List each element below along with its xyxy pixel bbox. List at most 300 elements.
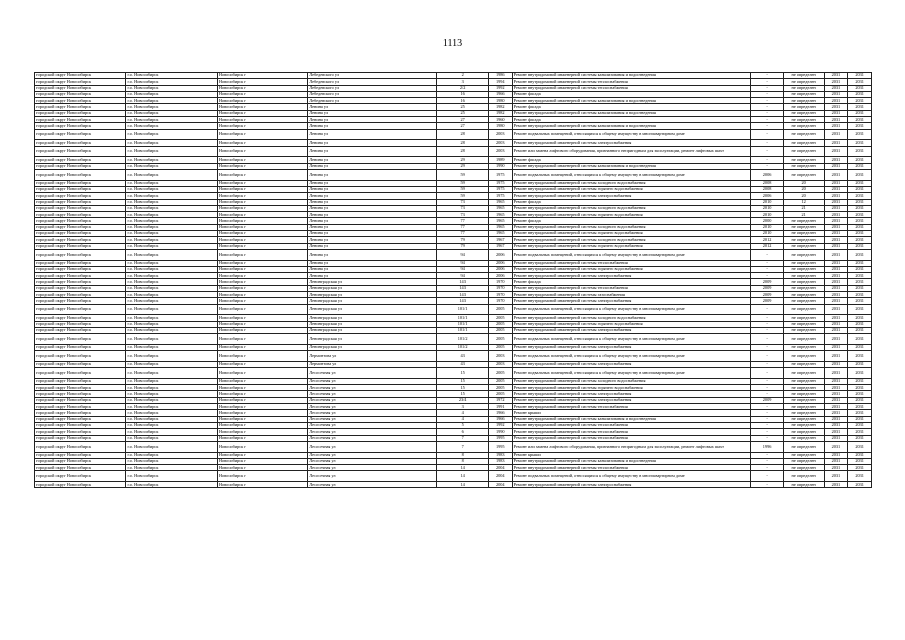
table-cell-city-district: г.о. Новосибирск bbox=[126, 123, 217, 129]
table-cell-street: Лесосечная ул bbox=[308, 471, 437, 482]
table-cell-planned-period: не определен bbox=[783, 292, 824, 298]
table-cell-locality: Новосибирск г bbox=[217, 321, 307, 327]
table-cell-planned-period: не определен bbox=[783, 279, 824, 285]
table-cell-work: Ремонт фасада bbox=[512, 199, 751, 205]
table-cell-planned-period: 20 bbox=[783, 180, 824, 186]
table-cell-planned-period: не определен bbox=[783, 361, 824, 367]
table-cell-work: Ремонт внутридомовой инженерной системы холодного водоснабжения bbox=[512, 180, 751, 186]
table-cell-work: Ремонт внутридомовой инженерной системы канализования и водоотведения bbox=[512, 163, 751, 169]
table-cell-end: 2031 bbox=[848, 410, 872, 416]
table-cell-city-district: г.о. Новосибирск bbox=[126, 98, 217, 104]
table-cell-prev-year: - bbox=[751, 91, 783, 97]
table-cell-planned-period: не определен bbox=[783, 117, 824, 123]
table-cell-end: 2031 bbox=[848, 429, 872, 435]
table-cell-planned-period: не определен bbox=[783, 266, 824, 272]
table-cell-planned-period: не определен bbox=[783, 441, 824, 452]
table-cell-locality: Новосибирск г bbox=[217, 279, 307, 285]
table-cell-work: Ремонт внутридомовой инженерной системы теплоснабжения bbox=[512, 465, 751, 471]
table-cell-start: 2031 bbox=[824, 237, 848, 243]
table-cell-house: 25 bbox=[437, 104, 489, 110]
table-cell-house: 79 bbox=[437, 237, 489, 243]
table-cell-work: Ремонт внутридомовой инженерной системы холодного водоснабжения bbox=[512, 315, 751, 321]
table-cell-city-district: г.о. Новосибирск bbox=[126, 104, 217, 110]
table-cell-end: 2031 bbox=[848, 91, 872, 97]
table-cell-street: Ленинградская ул bbox=[308, 285, 437, 291]
table-cell-street: Лесосечная ул bbox=[308, 452, 437, 458]
table-cell-prev-year: 2009 bbox=[751, 285, 783, 291]
table-cell-city-district: г.о. Новосибирск bbox=[126, 285, 217, 291]
table-cell-city-district: г.о. Новосибирск bbox=[126, 334, 217, 345]
table-cell-year: 1975 bbox=[488, 169, 512, 180]
table-cell-end: 2031 bbox=[848, 243, 872, 249]
table-cell-year: 1982 bbox=[488, 110, 512, 116]
table-cell-planned-period: не определен bbox=[783, 465, 824, 471]
table-cell-city-district: г.о. Новосибирск bbox=[126, 224, 217, 230]
table-cell-district: городской округ Новосибирск bbox=[35, 146, 126, 157]
table-cell-house: 143 bbox=[437, 298, 489, 304]
table-cell-start: 2031 bbox=[824, 157, 848, 163]
table-cell-prev-year: - bbox=[751, 266, 783, 272]
table-cell-city-district: г.о. Новосибирск bbox=[126, 212, 217, 218]
table-cell-year: 1975 bbox=[488, 193, 512, 199]
table-cell-street: Ленина ул bbox=[308, 180, 437, 186]
table-cell-city-district: г.о. Новосибирск bbox=[126, 410, 217, 416]
table-cell-work: Ремонт фасада bbox=[512, 117, 751, 123]
table-cell-street: Ленина ул bbox=[308, 243, 437, 249]
table-cell-locality: Новосибирск г bbox=[217, 98, 307, 104]
table-cell-city-district: г.о. Новосибирск bbox=[126, 429, 217, 435]
table-cell-district: городской округ Новосибирск bbox=[35, 237, 126, 243]
table-cell-house: 143 bbox=[437, 285, 489, 291]
table-cell-end: 2031 bbox=[848, 212, 872, 218]
table-cell-locality: Новосибирск г bbox=[217, 465, 307, 471]
table-cell-street: Лермонтова ул bbox=[308, 361, 437, 367]
table-cell-year: 2004 bbox=[488, 465, 512, 471]
table-cell-work: Ремонт внутридомовой инженерной системы теплоснабжения bbox=[512, 429, 751, 435]
table-cell-house: 6 bbox=[437, 429, 489, 435]
table-cell-city-district: г.о. Новосибирск bbox=[126, 193, 217, 199]
table-cell-district: городской округ Новосибирск bbox=[35, 404, 126, 410]
table-cell-district: городской округ Новосибирск bbox=[35, 465, 126, 471]
table-cell-street: Ленинградская ул bbox=[308, 304, 437, 315]
table-cell-locality: Новосибирск г bbox=[217, 378, 307, 384]
table-cell-planned-period: 21 bbox=[783, 205, 824, 211]
table-cell-start: 2031 bbox=[824, 482, 848, 488]
table-cell-house: 59 bbox=[437, 169, 489, 180]
table-cell-street: Ленинградская ул bbox=[308, 315, 437, 321]
table-cell-house: 43 bbox=[437, 361, 489, 367]
table-cell-locality: Новосибирск г bbox=[217, 260, 307, 266]
table-cell-start: 2031 bbox=[824, 404, 848, 410]
table-cell-year: 1960 bbox=[488, 117, 512, 123]
table-cell-start: 2031 bbox=[824, 91, 848, 97]
table-cell-work: Ремонт фасада bbox=[512, 279, 751, 285]
table-cell-district: городской округ Новосибирск bbox=[35, 199, 126, 205]
table-cell-prev-year: 2000 bbox=[751, 218, 783, 224]
table-cell-year: 2003 bbox=[488, 351, 512, 362]
table-cell-prev-year: - bbox=[751, 249, 783, 260]
table-cell-locality: Новосибирск г bbox=[217, 205, 307, 211]
table-cell-street: Лесосечная ул bbox=[308, 385, 437, 391]
table-cell-planned-period: не определен bbox=[783, 163, 824, 169]
table-cell-locality: Новосибирск г bbox=[217, 391, 307, 397]
table-cell-locality: Новосибирск г bbox=[217, 146, 307, 157]
table-cell-district: городской округ Новосибирск bbox=[35, 285, 126, 291]
table-cell-house: 59 bbox=[437, 193, 489, 199]
table-cell-locality: Новосибирск г bbox=[217, 429, 307, 435]
table-cell-start: 2031 bbox=[824, 292, 848, 298]
table-cell-house: 7 bbox=[437, 441, 489, 452]
table-cell-street: Ленина ул bbox=[308, 237, 437, 243]
table-cell-year: 2005 bbox=[488, 327, 512, 333]
table-cell-street: Ленина ул bbox=[308, 231, 437, 237]
table-cell-house: 4 bbox=[437, 410, 489, 416]
table-cell-work: Ремонт внутридомовой инженерной системы горячего водоснабжения bbox=[512, 266, 751, 272]
table-cell-district: городской округ Новосибирск bbox=[35, 452, 126, 458]
table-cell-end: 2031 bbox=[848, 327, 872, 333]
table-cell-start: 2031 bbox=[824, 298, 848, 304]
table-cell-district: городской округ Новосибирск bbox=[35, 73, 126, 79]
table-cell-start: 2031 bbox=[824, 416, 848, 422]
table-cell-start: 2031 bbox=[824, 169, 848, 180]
table-cell-year: 2005 bbox=[488, 304, 512, 315]
table-cell-district: городской округ Новосибирск bbox=[35, 429, 126, 435]
table-cell-city-district: г.о. Новосибирск bbox=[126, 249, 217, 260]
table-cell-street: Ленина ул bbox=[308, 146, 437, 157]
table-cell-planned-period: не определен bbox=[783, 368, 824, 379]
table-cell-street: Ленина ул bbox=[308, 266, 437, 272]
table-cell-start: 2031 bbox=[824, 140, 848, 146]
table-cell-prev-year: - bbox=[751, 391, 783, 397]
table-cell-street: Лебедевского ул bbox=[308, 85, 437, 91]
table-cell-planned-period: не определен bbox=[783, 73, 824, 79]
table-cell-prev-year: 2010 bbox=[751, 231, 783, 237]
table-cell-planned-period: не определен bbox=[783, 129, 824, 140]
table-cell-prev-year: - bbox=[751, 273, 783, 279]
table-cell-prev-year: 2010 bbox=[751, 205, 783, 211]
table-cell-end: 2031 bbox=[848, 205, 872, 211]
table-cell-work: Ремонт внутридомовой инженерной системы электроснабжения bbox=[512, 273, 751, 279]
table-cell-district: городской округ Новосибирск bbox=[35, 441, 126, 452]
table-cell-street: Лесосечная ул bbox=[308, 422, 437, 428]
table-cell-district: городской округ Новосибирск bbox=[35, 361, 126, 367]
table-cell-planned-period: не определен bbox=[783, 378, 824, 384]
table-cell-city-district: г.о. Новосибирск bbox=[126, 273, 217, 279]
table-cell-planned-period: не определен bbox=[783, 435, 824, 441]
table-cell-street: Ленина ул bbox=[308, 123, 437, 129]
table-cell-year: 1965 bbox=[488, 218, 512, 224]
table-cell-end: 2031 bbox=[848, 140, 872, 146]
table-cell-district: городской округ Новосибирск bbox=[35, 410, 126, 416]
table-cell-house: 143 bbox=[437, 279, 489, 285]
table-cell-end: 2031 bbox=[848, 465, 872, 471]
table-cell-end: 2031 bbox=[848, 397, 872, 403]
table-cell-district: городской округ Новосибирск bbox=[35, 129, 126, 140]
table-cell-prev-year: 2010 bbox=[751, 199, 783, 205]
table-cell-year: 1966 bbox=[488, 416, 512, 422]
table-cell-start: 2031 bbox=[824, 163, 848, 169]
table-cell-house: 29 bbox=[437, 157, 489, 163]
table-cell-city-district: г.о. Новосибирск bbox=[126, 292, 217, 298]
table-cell-end: 2031 bbox=[848, 422, 872, 428]
table-cell-work: Ремонт или замена лифтового оборудования, признанного непригодным для эксплуатации, ремонт лифтовых шахт bbox=[512, 146, 751, 157]
table-cell-locality: Новосибирск г bbox=[217, 334, 307, 345]
table-cell-end: 2031 bbox=[848, 224, 872, 230]
table-row bbox=[35, 129, 872, 140]
table-cell-district: городской округ Новосибирск bbox=[35, 110, 126, 116]
table-cell-prev-year: - bbox=[751, 378, 783, 384]
table-cell-end: 2031 bbox=[848, 169, 872, 180]
table-cell-planned-period: не определен bbox=[783, 304, 824, 315]
table-cell-district: городской округ Новосибирск bbox=[35, 304, 126, 315]
table-cell-house: 101/1 bbox=[437, 315, 489, 321]
table-cell-district: городской округ Новосибирск bbox=[35, 186, 126, 192]
table-cell-start: 2031 bbox=[824, 397, 848, 403]
table-cell-work: Ремонт внутридомовой инженерной системы канализования и водоотведения bbox=[512, 110, 751, 116]
table-cell-year: 1975 bbox=[488, 180, 512, 186]
table-row bbox=[35, 482, 872, 488]
table-cell-house: 3 bbox=[437, 404, 489, 410]
table-cell-street: Ленина ул bbox=[308, 140, 437, 146]
table-cell-start: 2031 bbox=[824, 117, 848, 123]
table-cell-street: Ленина ул bbox=[308, 157, 437, 163]
table-cell-work: Ремонт внутридомовой инженерной системы электроснабжения bbox=[512, 193, 751, 199]
table-cell-work: Ремонт внутридомовой инженерной системы электроснабжения bbox=[512, 298, 751, 304]
table-row bbox=[35, 441, 872, 452]
table-cell-end: 2031 bbox=[848, 186, 872, 192]
table-cell-district: городской округ Новосибирск bbox=[35, 458, 126, 464]
table-cell-district: городской округ Новосибирск bbox=[35, 321, 126, 327]
table-cell-locality: Новосибирск г bbox=[217, 224, 307, 230]
table-cell-work: Ремонт внутридомовой инженерной системы холодного водоснабжения bbox=[512, 224, 751, 230]
table-cell-prev-year: - bbox=[751, 404, 783, 410]
table-cell-house: 28 bbox=[437, 146, 489, 157]
table-cell-house: 94 bbox=[437, 249, 489, 260]
table-cell-start: 2031 bbox=[824, 410, 848, 416]
table-cell-start: 2031 bbox=[824, 458, 848, 464]
table-cell-work: Ремонт подвальных помещений, относящихся к общему имуществу в многоквартирном доме bbox=[512, 471, 751, 482]
table-cell-year: 2005 bbox=[488, 368, 512, 379]
table-cell-end: 2031 bbox=[848, 416, 872, 422]
table-cell-work: Ремонт внутридомовой инженерной системы канализования и водоотведения bbox=[512, 458, 751, 464]
table-cell-city-district: г.о. Новосибирск bbox=[126, 397, 217, 403]
table-cell-planned-period: не определен bbox=[783, 298, 824, 304]
table-cell-street: Лебедевского ул bbox=[308, 91, 437, 97]
table-cell-district: городской округ Новосибирск bbox=[35, 85, 126, 91]
table-cell-city-district: г.о. Новосибирск bbox=[126, 231, 217, 237]
table-cell-start: 2031 bbox=[824, 218, 848, 224]
table-cell-street: Лесосечная ул bbox=[308, 465, 437, 471]
table-cell-house: 101/2 bbox=[437, 334, 489, 345]
table-cell-year: 1986 bbox=[488, 73, 512, 79]
table-cell-start: 2031 bbox=[824, 129, 848, 140]
table-cell-house: 101/1 bbox=[437, 304, 489, 315]
table-cell-planned-period: не определен bbox=[783, 231, 824, 237]
table-cell-prev-year: - bbox=[751, 104, 783, 110]
table-cell-year: 1989 bbox=[488, 157, 512, 163]
table-cell-end: 2031 bbox=[848, 123, 872, 129]
table-cell-start: 2031 bbox=[824, 104, 848, 110]
table-cell-planned-period: не определен bbox=[783, 471, 824, 482]
table-cell-planned-period: не определен bbox=[783, 218, 824, 224]
table-cell-house: 29 bbox=[437, 163, 489, 169]
table-cell-work: Ремонт внутридомовой инженерной системы горячего водоснабжения bbox=[512, 186, 751, 192]
table-cell-end: 2031 bbox=[848, 193, 872, 199]
table-cell-end: 2031 bbox=[848, 404, 872, 410]
table-cell-planned-period: не определен bbox=[783, 237, 824, 243]
table-cell-locality: Новосибирск г bbox=[217, 304, 307, 315]
table-cell-city-district: г.о. Новосибирск bbox=[126, 199, 217, 205]
table-cell-street: Ленина ул bbox=[308, 117, 437, 123]
table-cell-prev-year: - bbox=[751, 410, 783, 416]
table-cell-district: городской округ Новосибирск bbox=[35, 334, 126, 345]
table-cell-year: 2003 bbox=[488, 361, 512, 367]
table-cell-start: 2031 bbox=[824, 378, 848, 384]
table-cell-prev-year: - bbox=[751, 110, 783, 116]
table-cell-prev-year: - bbox=[751, 304, 783, 315]
table-cell-house: 73 bbox=[437, 205, 489, 211]
table-cell-start: 2031 bbox=[824, 98, 848, 104]
table-cell-city-district: г.о. Новосибирск bbox=[126, 351, 217, 362]
table-cell-locality: Новосибирск г bbox=[217, 180, 307, 186]
table-cell-street: Лебедевского ул bbox=[308, 98, 437, 104]
table-cell-district: городской округ Новосибирск bbox=[35, 378, 126, 384]
table-cell-start: 2031 bbox=[824, 205, 848, 211]
table-cell-locality: Новосибирск г bbox=[217, 231, 307, 237]
table-cell-prev-year: - bbox=[751, 146, 783, 157]
table-cell-work: Ремонт внутридомовой инженерной системы теплоснабжения bbox=[512, 422, 751, 428]
table-cell-street: Ленина ул bbox=[308, 224, 437, 230]
table-cell-district: городской округ Новосибирск bbox=[35, 298, 126, 304]
table-cell-year: 1995 bbox=[488, 441, 512, 452]
table-cell-locality: Новосибирск г bbox=[217, 193, 307, 199]
table-cell-year: 1990 bbox=[488, 163, 512, 169]
table-cell-house: 3 bbox=[437, 79, 489, 85]
table-cell-house: 16 bbox=[437, 98, 489, 104]
table-cell-year: 2003 bbox=[488, 146, 512, 157]
table-cell-street: Ленина ул bbox=[308, 273, 437, 279]
table-cell-planned-period: не определен bbox=[783, 482, 824, 488]
table-cell-work: Ремонт внутридомовой инженерной системы горячего водоснабжения bbox=[512, 385, 751, 391]
table-cell-work: Ремонт внутридомовой инженерной системы теплоснабжения bbox=[512, 260, 751, 266]
table-cell-house: 101/1 bbox=[437, 321, 489, 327]
table-cell-work: Ремонт внутридомовой инженерной системы теплоснабжения bbox=[512, 79, 751, 85]
table-cell-street: Ленинградская ул bbox=[308, 279, 437, 285]
table-cell-start: 2031 bbox=[824, 315, 848, 321]
table-cell-locality: Новосибирск г bbox=[217, 404, 307, 410]
table-cell-district: городской округ Новосибирск bbox=[35, 224, 126, 230]
table-cell-work: Ремонт подвальных помещений, относящихся к общему имуществу в многоквартирном доме bbox=[512, 169, 751, 180]
table-cell-end: 2031 bbox=[848, 435, 872, 441]
table-cell-work: Ремонт подвальных помещений, относящихся к общему имуществу в многоквартирном доме bbox=[512, 304, 751, 315]
table-cell-street: Лесосечная ул bbox=[308, 441, 437, 452]
table-cell-city-district: г.о. Новосибирск bbox=[126, 180, 217, 186]
table-cell-start: 2031 bbox=[824, 212, 848, 218]
table-cell-street: Ленина ул bbox=[308, 205, 437, 211]
table-cell-end: 2031 bbox=[848, 218, 872, 224]
table-cell-year: 1965 bbox=[488, 231, 512, 237]
table-cell-planned-period: 21 bbox=[783, 212, 824, 218]
table-cell-prev-year: - bbox=[751, 482, 783, 488]
table-cell-district: городской округ Новосибирск bbox=[35, 315, 126, 321]
table-cell-house: 8 bbox=[437, 458, 489, 464]
table-cell-prev-year: 2006 bbox=[751, 193, 783, 199]
table-cell-year: 1983 bbox=[488, 452, 512, 458]
table-cell-city-district: г.о. Новосибирск bbox=[126, 422, 217, 428]
table-cell-end: 2031 bbox=[848, 146, 872, 157]
table-cell-city-district: г.о. Новосибирск bbox=[126, 482, 217, 488]
table-cell-start: 2031 bbox=[824, 391, 848, 397]
table-cell-work: Ремонт внутридомовой инженерной системы холодного водоснабжения bbox=[512, 378, 751, 384]
table-row bbox=[35, 471, 872, 482]
table-cell-locality: Новосибирск г bbox=[217, 397, 307, 403]
table-cell-start: 2031 bbox=[824, 385, 848, 391]
table-cell-district: городской округ Новосибирск bbox=[35, 180, 126, 186]
table-cell-district: городской округ Новосибирск bbox=[35, 79, 126, 85]
table-cell-year: 1972 bbox=[488, 397, 512, 403]
table-cell-year: 2005 bbox=[488, 385, 512, 391]
table-cell-district: городской округ Новосибирск bbox=[35, 422, 126, 428]
table-cell-start: 2031 bbox=[824, 193, 848, 199]
table-cell-start: 2031 bbox=[824, 452, 848, 458]
table-cell-year: 1980 bbox=[488, 98, 512, 104]
table-cell-district: городской округ Новосибирск bbox=[35, 243, 126, 249]
table-cell-district: городской округ Новосибирск bbox=[35, 104, 126, 110]
table-cell-work: Ремонт внутридомовой инженерной системы канализования и водоотведения bbox=[512, 73, 751, 79]
table-cell-end: 2031 bbox=[848, 279, 872, 285]
table-row bbox=[35, 351, 872, 362]
table-cell-city-district: г.о. Новосибирск bbox=[126, 140, 217, 146]
table-cell-district: городской округ Новосибирск bbox=[35, 91, 126, 97]
table-cell-planned-period: не определен bbox=[783, 140, 824, 146]
table-cell-end: 2031 bbox=[848, 98, 872, 104]
table-cell-street: Ленинградская ул bbox=[308, 321, 437, 327]
table-cell-house: 27 bbox=[437, 117, 489, 123]
table-cell-street: Лесосечная ул bbox=[308, 458, 437, 464]
table-cell-house: 15 bbox=[437, 368, 489, 379]
table-cell-work: Ремонт внутридомовой инженерной системы холодного водоснабжения bbox=[512, 237, 751, 243]
table-body bbox=[35, 73, 872, 488]
table-cell-prev-year: - bbox=[751, 471, 783, 482]
table-cell-start: 2031 bbox=[824, 279, 848, 285]
table-cell-street: Лермонтова ул bbox=[308, 351, 437, 362]
table-cell-locality: Новосибирск г bbox=[217, 458, 307, 464]
table-cell-year: 2005 bbox=[488, 315, 512, 321]
table-cell-locality: Новосибирск г bbox=[217, 292, 307, 298]
table-cell-street: Ленинградская ул bbox=[308, 298, 437, 304]
table-cell-district: городской округ Новосибирск bbox=[35, 169, 126, 180]
table-cell-house: 77 bbox=[437, 231, 489, 237]
table-cell-city-district: г.о. Новосибирск bbox=[126, 85, 217, 91]
table-cell-city-district: г.о. Новосибирск bbox=[126, 73, 217, 79]
table-cell-prev-year: - bbox=[751, 385, 783, 391]
table-cell-end: 2031 bbox=[848, 260, 872, 266]
table-cell-district: городской округ Новосибирск bbox=[35, 140, 126, 146]
table-cell-house: 8 bbox=[437, 452, 489, 458]
table-cell-end: 2031 bbox=[848, 285, 872, 291]
table-cell-locality: Новосибирск г bbox=[217, 104, 307, 110]
table-cell-end: 2031 bbox=[848, 482, 872, 488]
table-cell-street: Ленина ул bbox=[308, 199, 437, 205]
table-cell-work: Ремонт внутридомовой инженерной системы горячего водоснабжения bbox=[512, 321, 751, 327]
table-cell-street: Ленина ул bbox=[308, 104, 437, 110]
table-cell-planned-period: не определен bbox=[783, 315, 824, 321]
table-cell-planned-period: не определен bbox=[783, 110, 824, 116]
table-cell-street: Лесосечная ул bbox=[308, 368, 437, 379]
table-cell-end: 2031 bbox=[848, 73, 872, 79]
table-cell-work: Ремонт внутридомовой инженерной системы канализования и водоотведения bbox=[512, 123, 751, 129]
table-cell-city-district: г.о. Новосибирск bbox=[126, 129, 217, 140]
